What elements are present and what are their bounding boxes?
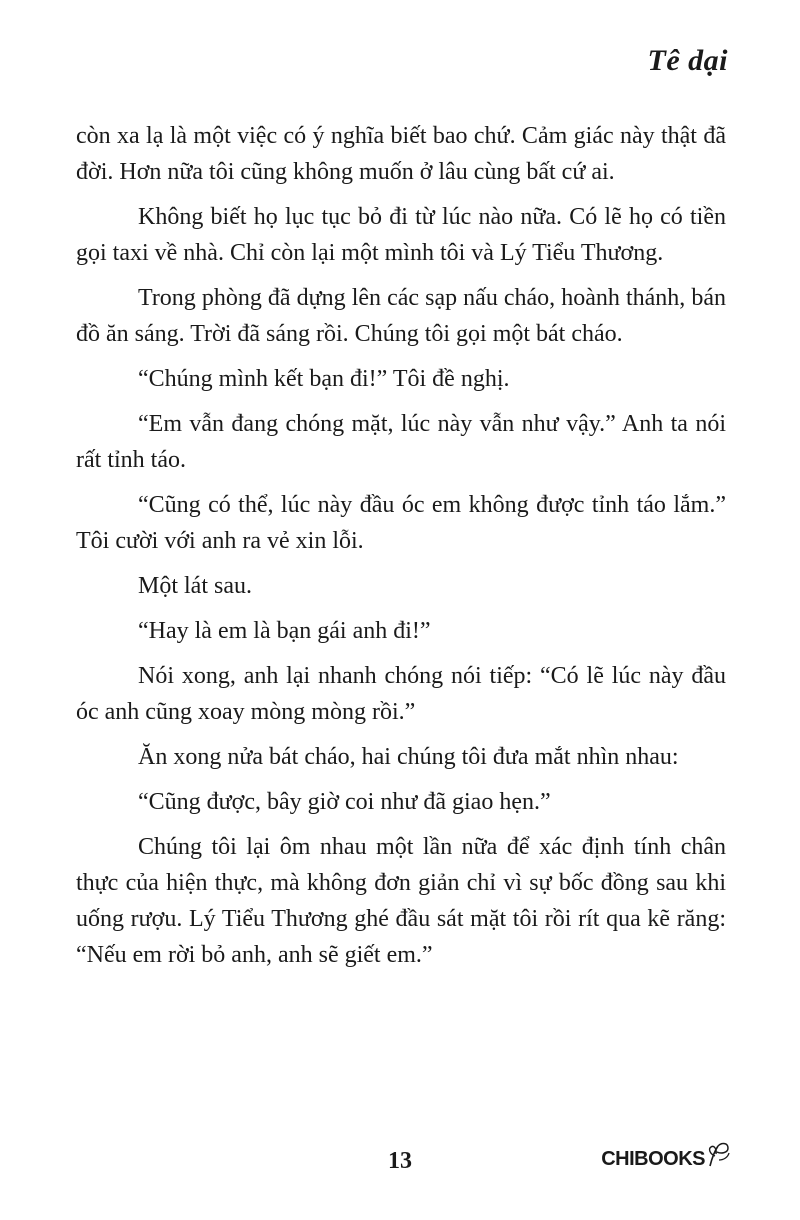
publisher-mark bbox=[601, 1148, 732, 1171]
paragraph: còn xa lạ là một việc có ý nghĩa biết bao chứ. Cảm giác này thật đã đời. Hơn nữa tôi cũng không muốn ở lâu cùng bất cứ ai. bbox=[76, 123, 726, 185]
paragraph: “Cũng được, bây giờ coi như đã giao hẹn.” bbox=[138, 789, 551, 815]
paragraph: Không biết họ lục tục bỏ đi từ lúc nào nữa. Có lẽ họ có tiền gọi taxi về nhà. Chỉ còn lại một mình tôi và Lý Tiểu Thương. bbox=[76, 204, 726, 266]
paragraph: Ăn xong nửa bát cháo, hai chúng tôi đưa mắt nhìn nhau: bbox=[138, 744, 679, 770]
paragraph: “Cũng có thể, lúc này đầu óc em không được tỉnh táo lắm.” Tôi cười với anh ra vẻ xin lỗi. bbox=[76, 492, 726, 554]
running-header-title: Tê dại bbox=[647, 44, 728, 77]
page-footer bbox=[0, 1148, 800, 1184]
paragraph: Trong phòng đã dựng lên các sạp nấu cháo, hoành thánh, bán đồ ăn sáng. Trời đã sáng rồi. Chúng tôi gọi một bát cháo. bbox=[76, 285, 726, 347]
page-number: 13 bbox=[388, 1148, 412, 1174]
paragraph: Chúng tôi lại ôm nhau một lần nữa để xác định tính chân thực của hiện thực, mà không đơn giản chỉ vì sự bốc đồng sau khi uống rượu. Lý Tiểu Thương ghé đầu sát mặt tôi rồi rít qua kẽ răng: “Nếu em rời bỏ anh, anh sẽ giết em.” bbox=[76, 834, 726, 968]
paragraph: Nói xong, anh lại nhanh chóng nói tiếp: “Có lẽ lúc này đầu óc anh cũng xoay mòng mòng rồi.” bbox=[76, 663, 726, 725]
paragraph: “Chúng mình kết bạn đi!” Tôi đề nghị. bbox=[138, 366, 510, 392]
chibooks-leaf-logo-icon bbox=[706, 1140, 732, 1168]
paragraph: Một lát sau. bbox=[138, 573, 252, 599]
paragraph: “Hay là em là bạn gái anh đi!” bbox=[138, 618, 431, 644]
publisher-name: CHIBOOKS bbox=[601, 1148, 705, 1170]
body-text bbox=[76, 118, 726, 982]
paragraph: “Em vẫn đang chóng mặt, lúc này vẫn như vậy.” Anh ta nói rất tỉnh táo. bbox=[76, 411, 726, 473]
